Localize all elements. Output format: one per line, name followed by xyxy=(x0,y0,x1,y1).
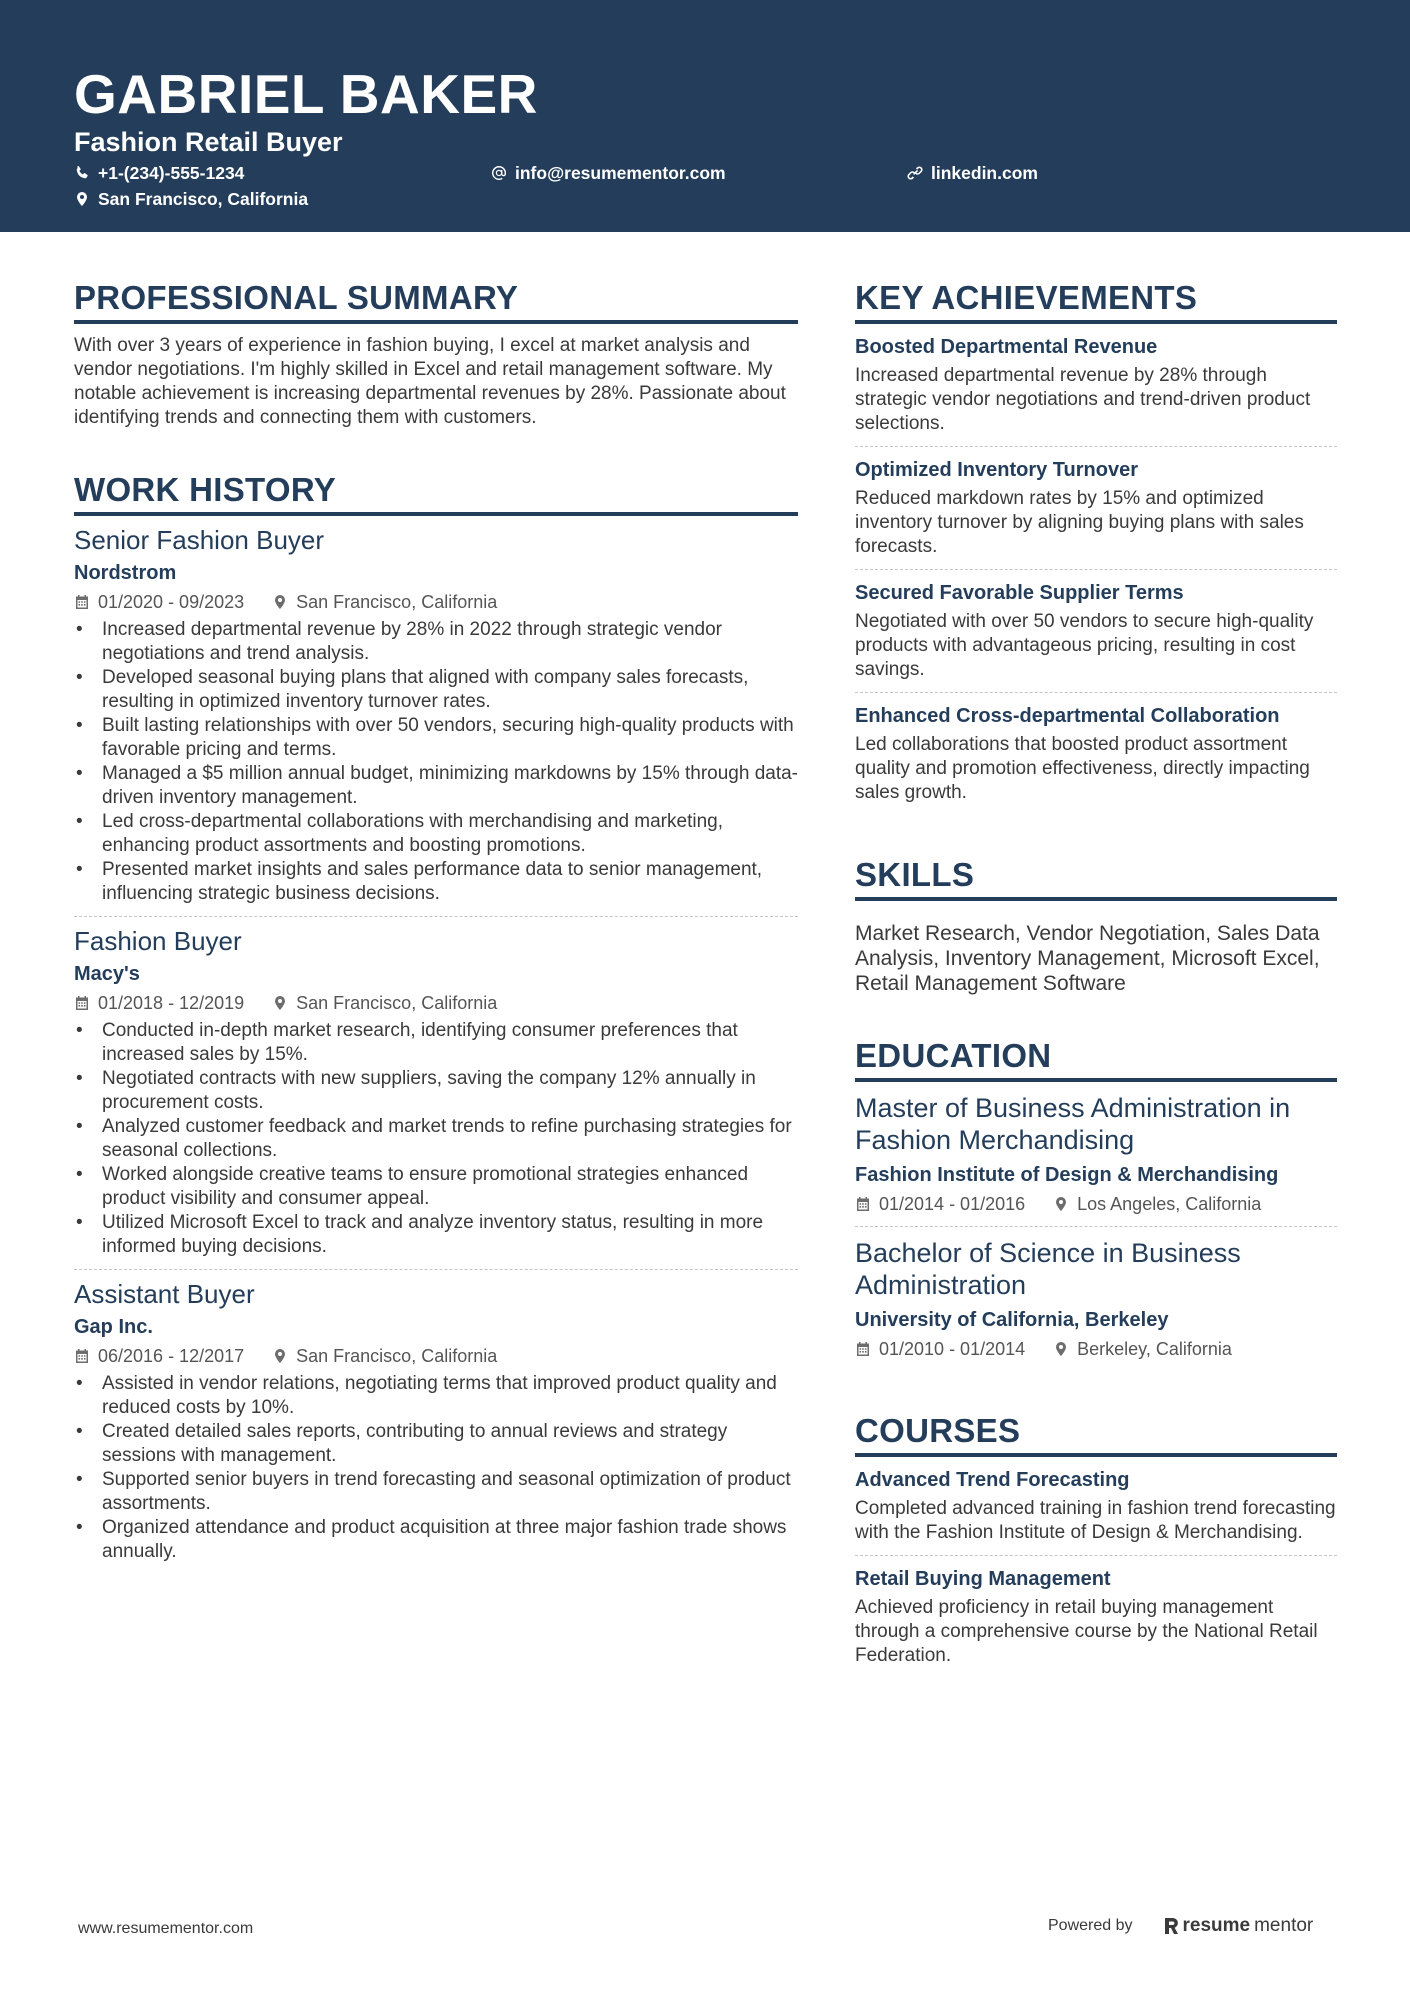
job-bullet: • Managed a $5 million annual budget, minimizing markdowns by 15% through data-driven inventory management. xyxy=(74,762,798,810)
job-bullet: • Analyzed customer feedback and market trends to refine purchasing strategies for seasonal collections. xyxy=(74,1115,798,1163)
job-bullet: • Created detailed sales reports, contributing to annual reviews and strategy sessions with management. xyxy=(74,1420,798,1468)
skills-heading: SKILLS xyxy=(855,855,1337,901)
achievement-title: Optimized Inventory Turnover xyxy=(855,459,1138,481)
summary-heading: PROFESSIONAL SUMMARY xyxy=(74,278,798,324)
job-dates xyxy=(74,1344,244,1368)
job-bullet: • Utilized Microsoft Excel to track and analyze inventory status, resulting in more informed buying decisions. xyxy=(74,1211,798,1259)
job-entry xyxy=(74,1270,798,1574)
job-bullets xyxy=(74,1372,798,1564)
email-text: info@resumementor.com xyxy=(515,163,726,183)
job-entry xyxy=(74,917,798,1270)
education-section xyxy=(855,1036,1337,1371)
job-bullet: • Supported senior buyers in trend forecasting and seasonal optimization of product assortments. xyxy=(74,1468,798,1516)
calendar-icon xyxy=(74,995,90,1011)
calendar-icon xyxy=(74,1348,90,1364)
summary-text: With over 3 years of experience in fashion buying, I excel at market analysis and vendor negotiations. I'm highly skilled in Excel and retail management software. My notable achievement is increasing departmental revenues by 28%. Passionate about identifying trends and connecting them with customers. xyxy=(74,335,786,428)
job-bullet: • Worked alongside creative teams to ensure promotional strategies enhanced product visibility and consumer appeal. xyxy=(74,1163,798,1211)
resume-header xyxy=(0,0,1410,232)
education-location xyxy=(1053,1337,1232,1361)
job-title: Fashion Buyer xyxy=(74,926,242,956)
job-meta xyxy=(74,1344,798,1368)
school-name: University of California, Berkeley xyxy=(855,1309,1169,1331)
degree-title: Master of Business Administration in Fashion Merchandising xyxy=(855,1093,1291,1155)
job-bullet: • Built lasting relationships with over 50 vendors, securing high-quality products with favorable pricing and terms. xyxy=(74,714,798,762)
resumementor-logo-icon xyxy=(1163,1917,1179,1935)
phone-text: +1-(234)-555-1234 xyxy=(98,163,245,183)
work-history-section xyxy=(74,470,798,1574)
link-icon xyxy=(907,165,923,181)
footer-website[interactable]: www.resumementor.com xyxy=(78,1920,254,1937)
brand-logo[interactable] xyxy=(1163,1915,1314,1937)
education-meta xyxy=(855,1337,1337,1361)
job-location-text: San Francisco, California xyxy=(296,592,498,612)
job-location xyxy=(272,991,497,1015)
course-desc: Completed advanced training in fashion trend forecasting with the Fashion Institute of Design & Merchandising. xyxy=(855,1498,1336,1543)
achievements-heading: KEY ACHIEVEMENTS xyxy=(855,278,1337,324)
school-name: Fashion Institute of Design & Merchandising xyxy=(855,1164,1279,1186)
job-meta xyxy=(74,991,798,1015)
contact-phone xyxy=(74,162,244,184)
candidate-title: Fashion Retail Buyer xyxy=(74,127,343,157)
location-pin-icon xyxy=(272,995,288,1011)
company-name: Macy's xyxy=(74,963,140,985)
job-entry xyxy=(74,516,798,917)
company-name: Nordstrom xyxy=(74,562,177,584)
course-item xyxy=(855,1457,1337,1556)
job-location-text: San Francisco, California xyxy=(296,1346,498,1366)
job-location xyxy=(272,1344,497,1368)
location-pin-icon xyxy=(272,1348,288,1364)
achievements-section xyxy=(855,278,1337,815)
calendar-icon xyxy=(74,594,90,610)
job-bullet: • Organized attendance and product acquisition at three major fashion trade shows annually. xyxy=(74,1516,798,1564)
job-dates xyxy=(74,590,244,614)
job-dates-text: 06/2016 - 12/2017 xyxy=(98,1346,245,1366)
courses-section xyxy=(855,1411,1337,1678)
education-dates-text: 01/2014 - 01/2016 xyxy=(879,1194,1026,1214)
calendar-icon xyxy=(855,1341,871,1357)
course-item xyxy=(855,1556,1337,1678)
job-location-text: San Francisco, California xyxy=(296,993,498,1013)
courses-heading: COURSES xyxy=(855,1411,1337,1457)
job-location xyxy=(272,590,497,614)
location-pin-icon xyxy=(272,594,288,610)
education-item xyxy=(855,1082,1337,1227)
company-name: Gap Inc. xyxy=(74,1316,153,1338)
job-bullet: • Negotiated contracts with new suppliers, saving the company 12% annually in procurement costs. xyxy=(74,1067,798,1115)
achievement-title: Boosted Departmental Revenue xyxy=(855,336,1158,358)
brand-rest: mentor xyxy=(1254,1915,1314,1936)
achievement-desc: Reduced markdown rates by 15% and optimized inventory turnover by aligning buying plans with sales forecasts. xyxy=(855,488,1304,557)
job-bullet: • Presented market insights and sales performance data to senior management, influencing strategic business decisions. xyxy=(74,858,798,906)
job-meta xyxy=(74,590,798,614)
left-column xyxy=(74,278,798,1614)
job-dates-text: 01/2018 - 12/2019 xyxy=(98,993,245,1013)
job-dates xyxy=(74,991,244,1015)
job-title: Senior Fashion Buyer xyxy=(74,525,325,555)
achievement-item xyxy=(855,324,1337,447)
right-column xyxy=(855,278,1337,1718)
calendar-icon xyxy=(855,1196,871,1212)
job-dates-text: 01/2020 - 09/2023 xyxy=(98,592,245,612)
course-title: Advanced Trend Forecasting xyxy=(855,1469,1130,1491)
skills-section xyxy=(855,855,1337,996)
job-bullet: • Conducted in-depth market research, identifying consumer preferences that increased sales by 15%. xyxy=(74,1019,798,1067)
work-history-heading: WORK HISTORY xyxy=(74,470,798,516)
location-text: San Francisco, California xyxy=(98,189,309,209)
achievement-title: Secured Favorable Supplier Terms xyxy=(855,582,1184,604)
achievement-title: Enhanced Cross-departmental Collaboration xyxy=(855,705,1280,727)
education-location-text: Berkeley, California xyxy=(1077,1339,1232,1359)
achievement-desc: Led collaborations that boosted product assortment quality and promotion effectiveness, directly impacting sales growth. xyxy=(855,734,1310,803)
education-dates xyxy=(855,1192,1025,1216)
at-icon xyxy=(491,165,507,181)
education-location-text: Los Angeles, California xyxy=(1077,1194,1262,1214)
candidate-name: GABRIEL BAKER xyxy=(74,63,538,125)
achievement-item xyxy=(855,447,1337,570)
job-bullet: • Led cross-departmental collaborations with merchandising and marketing, enhancing product assortments and boosting promotions. xyxy=(74,810,798,858)
job-bullets xyxy=(74,1019,798,1259)
achievement-desc: Negotiated with over 50 vendors to secure high-quality products with advantageous pricing, resulting in cost savings. xyxy=(855,611,1314,680)
job-bullet: • Increased departmental revenue by 28% in 2022 through strategic vendor negotiations and trend analysis. xyxy=(74,618,798,666)
education-heading: EDUCATION xyxy=(855,1036,1337,1082)
course-title: Retail Buying Management xyxy=(855,1568,1111,1590)
powered-by-text: Powered by xyxy=(1048,1917,1133,1934)
achievement-desc: Increased departmental revenue by 28% through strategic vendor negotiations and trend-driven product selections. xyxy=(855,365,1311,434)
phone-icon xyxy=(74,165,90,181)
education-dates xyxy=(855,1337,1025,1361)
education-dates-text: 01/2010 - 01/2014 xyxy=(879,1339,1026,1359)
linkedin-text: linkedin.com xyxy=(931,163,1038,183)
location-pin-icon xyxy=(74,191,90,207)
summary-section xyxy=(74,278,798,430)
achievement-item xyxy=(855,570,1337,693)
contact-email[interactable] xyxy=(491,162,726,184)
achievement-item xyxy=(855,693,1337,815)
degree-title: Bachelor of Science in Business Administration xyxy=(855,1238,1241,1300)
location-pin-icon xyxy=(1053,1196,1069,1212)
contact-linkedin[interactable] xyxy=(907,162,1038,184)
skills-text: Market Research, Vendor Negotiation, Sales Data Analysis, Inventory Management, Microsoft Excel, Retail Management Software xyxy=(855,922,1320,995)
job-bullet: • Developed seasonal buying plans that aligned with company sales forecasts, resulting in optimized inventory turnover rates. xyxy=(74,666,798,714)
contact-location xyxy=(74,188,308,210)
location-pin-icon xyxy=(1053,1341,1069,1357)
job-bullet: • Assisted in vendor relations, negotiating terms that improved product quality and reduced costs by 10%. xyxy=(74,1372,798,1420)
course-desc: Achieved proficiency in retail buying management through a comprehensive course by the National Retail Federation. xyxy=(855,1597,1318,1666)
job-title: Assistant Buyer xyxy=(74,1279,255,1309)
brand-bold: resume xyxy=(1182,1915,1251,1936)
footer-powered-by xyxy=(1048,1915,1313,1937)
education-item xyxy=(855,1227,1337,1371)
job-bullets xyxy=(74,618,798,906)
education-location xyxy=(1053,1192,1261,1216)
education-meta xyxy=(855,1192,1337,1216)
